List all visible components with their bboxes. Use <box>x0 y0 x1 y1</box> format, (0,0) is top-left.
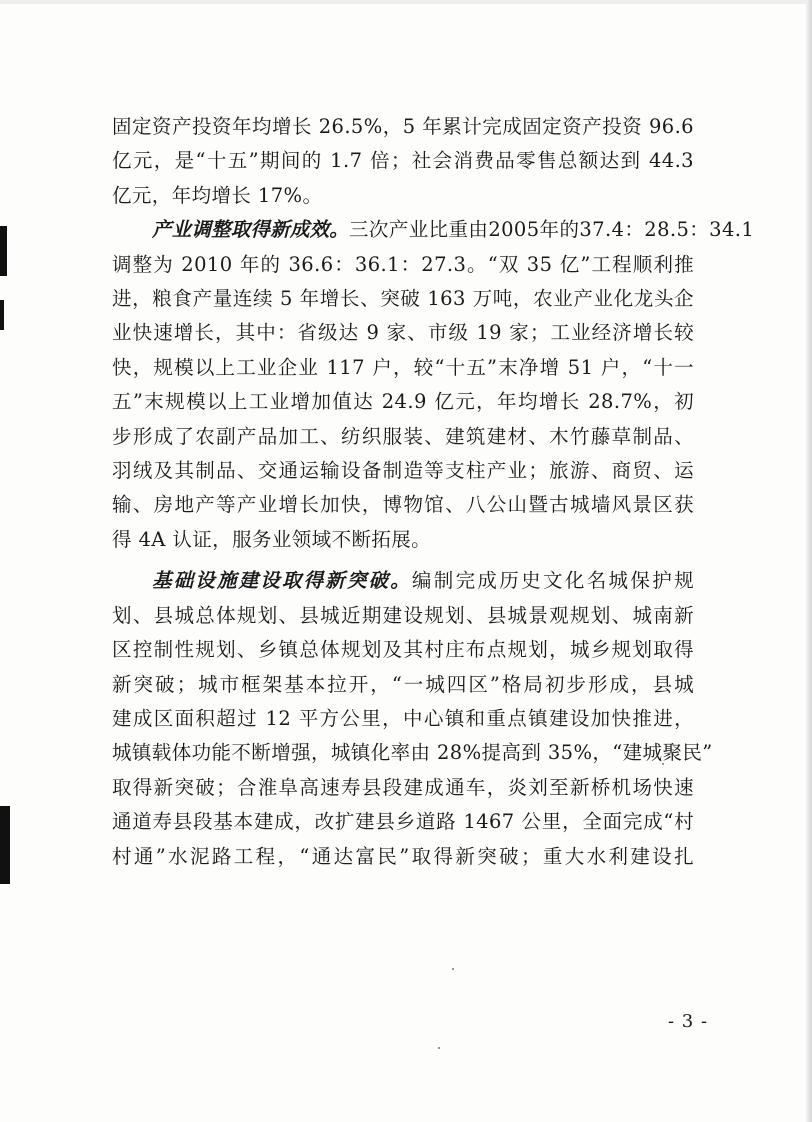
text-line: 羽绒及其制品、交通运输设备制造等支柱产业；旅游、商贸、运 <box>112 459 694 483</box>
binding-mark <box>0 226 7 276</box>
body-text <box>112 110 755 874</box>
binding-mark <box>0 806 10 884</box>
text-line: 输、房地产等产业增长加快，博物馆、八公山暨古城墙风景区获 <box>112 493 694 517</box>
paragraph-investment <box>112 110 694 213</box>
paragraph-industry-adjustment <box>112 213 755 557</box>
text-line: 业快速增长，其中：省级达 9 家、市级 19 家；工业经济增长较 <box>112 321 694 345</box>
text-line: 五”末规模以上工业增加值达 24.9 亿元，年均增长 28.7%，初 <box>112 390 694 414</box>
text-line: 取得新突破；合淮阜高速寿县段建成通车，炎刘至新桥机场快速 <box>112 775 694 799</box>
text-line: 固定资产投资年均增长 26.5%，5 年累计完成固定资产投资 96.6 <box>112 115 694 138</box>
text-line: 调整为 2010 年的 36.6：36.1：27.3。“双 35 亿”工程顺利推 <box>112 252 694 276</box>
text-line-rest: 编制完成历史文化名城保护规 <box>411 569 695 593</box>
text-line: 新突破；城市框架基本拉开，“一城四区”格局初步形成，县城 <box>112 672 694 696</box>
binding-mark <box>0 300 4 330</box>
text-line: 区控制性规划、乡镇总体规划及其村庄布点规划，城乡规划取得 <box>112 638 694 662</box>
paragraph-infrastructure <box>112 564 713 874</box>
text-line: 进，粮食产量连续 5 年增长、突破 163 万吨，农业产业化龙头企 <box>112 287 694 311</box>
page-right-edge <box>806 0 812 1122</box>
text-line: 亿元，是“十五”期间的 1.7 倍；社会消费品零售总额达到 44.3 <box>112 149 694 173</box>
text-line <box>112 213 755 247</box>
text-line: 划、县城总体规划、县城近期建设规划、县城景观规划、城南新 <box>112 603 694 627</box>
text-line <box>112 564 694 598</box>
text-line-rest: 三次产业比重由2005年的37.4：28.5：34.1 <box>349 218 755 242</box>
text-line: 城镇载体功能不断增强，城镇化率由 28%提高到 35%，“建城聚民” <box>112 741 713 765</box>
text-line: 建成区面积超过 12 平方公里，中心镇和重点镇建设加快推进， <box>112 706 694 730</box>
scan-speck <box>452 968 454 970</box>
text-line: 得 4A 认证，服务业领域不断拓展。 <box>112 527 432 551</box>
text-line: 步形成了农副产品加工、纺织服装、建筑建材、木竹藤草制品、 <box>112 424 694 448</box>
scan-speck <box>438 1047 440 1049</box>
text-line: 亿元，年均增长 17%。 <box>112 183 323 207</box>
paragraph-lead-heading: 产业调整取得新成效。 <box>152 218 350 242</box>
paragraph-lead-heading: 基础设施建设取得新突破。 <box>152 569 412 593</box>
page-top-edge <box>0 0 812 4</box>
text-line: 村通”水泥路工程，“通达富民”取得新突破；重大水利建设扎 <box>112 844 694 868</box>
page-number: - 3 - <box>668 1011 709 1032</box>
text-line: 通道寿县段基本建成，改扩建县乡道路 1467 公里，全面完成“村 <box>112 810 694 834</box>
text-line: 快，规模以上工业企业 117 户，较“十五”末净增 51 户，“十一 <box>112 355 694 379</box>
